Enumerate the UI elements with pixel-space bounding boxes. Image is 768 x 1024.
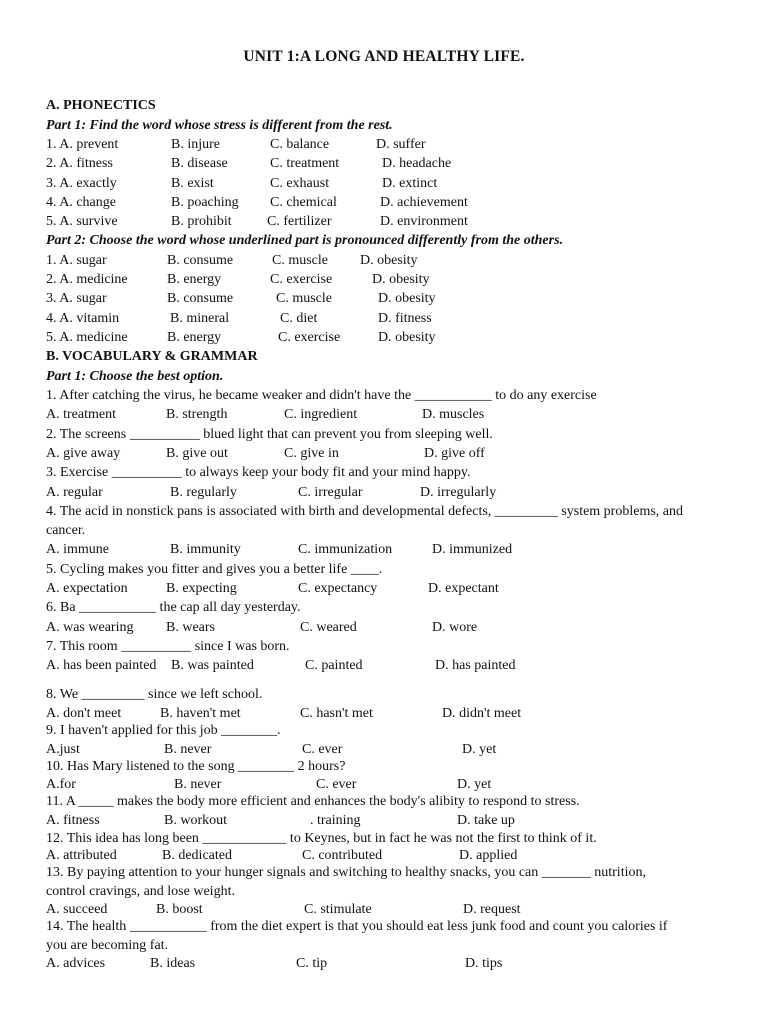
option: B. poaching [171, 195, 239, 210]
option: A. immune [46, 542, 109, 557]
option: B. dedicated [162, 848, 232, 863]
option: A. attributed [46, 848, 117, 863]
stress-question-row [46, 136, 726, 154]
option: 4. A. change [46, 195, 116, 210]
option: B. never [174, 777, 222, 792]
option: B. injure [171, 137, 220, 152]
option: D. take up [457, 813, 515, 828]
option: A. treatment [46, 407, 116, 422]
option: C. ever [302, 742, 343, 757]
option: C. painted [305, 658, 363, 673]
option: C. immunization [298, 542, 393, 557]
option: B. disease [171, 156, 228, 171]
stress-question-row [46, 175, 726, 193]
option: 3. A. exactly [46, 176, 117, 191]
question-text: 1. After catching the virus, he became weaker and didn't have the ___________ to do any exercise [46, 388, 597, 403]
option: B. exist [171, 176, 214, 191]
option: B. mineral [170, 311, 230, 326]
option: B. ideas [150, 956, 196, 971]
option: C. tip [296, 956, 328, 971]
option: A. fitness [46, 813, 100, 828]
option: A. was wearing [46, 620, 134, 635]
option: C. ingredient [284, 407, 358, 422]
section-a-part2-instruction: Part 2: Choose the word whose underlined part is pronounced differently from the others. [46, 233, 564, 248]
question-text: 12. This idea has long been ____________ to Keynes, but in fact he was not the first to think of it. [46, 831, 597, 846]
option: . training [310, 813, 361, 828]
option: C. irregular [298, 485, 363, 500]
pronunciation-question-row [46, 329, 726, 347]
option: C. ever [316, 777, 357, 792]
answer-options-row [46, 847, 726, 865]
option: B. regularly [170, 485, 237, 500]
answer-options-row [46, 580, 726, 598]
question-text: 9. I haven't applied for this job ________. [46, 723, 281, 738]
option: 1. A. prevent [46, 137, 119, 152]
option: B. consume [167, 253, 234, 268]
option: D. achievement [380, 195, 468, 210]
option: B. energy [167, 272, 222, 287]
option: D. has painted [435, 658, 516, 673]
option: B. was painted [171, 658, 254, 673]
section-b-heading: B. VOCABULARY & GRAMMAR [46, 349, 258, 364]
option: A.for [46, 777, 76, 792]
option: A. regular [46, 485, 103, 500]
stress-question-row [46, 155, 726, 173]
option: D. irregularly [420, 485, 497, 500]
option: B. never [164, 742, 212, 757]
option: 4. A. vitamin [46, 311, 120, 326]
option: D. wore [432, 620, 478, 635]
option: C. chemical [270, 195, 337, 210]
option: D. suffer [376, 137, 426, 152]
answer-options-row [46, 705, 726, 723]
option: 5. A. medicine [46, 330, 128, 345]
option: B. wears [166, 620, 215, 635]
option: C. contributed [302, 848, 383, 863]
option: D. give off [424, 446, 485, 461]
option: B. workout [164, 813, 227, 828]
option: B. haven't met [160, 706, 241, 721]
answer-options-row [46, 657, 726, 675]
option: B. prohibit [171, 214, 232, 229]
pronunciation-question-row [46, 310, 726, 328]
option: C. muscle [276, 291, 332, 306]
option: D. headache [382, 156, 452, 171]
option: A. succeed [46, 902, 108, 917]
section-b-part1-instruction: Part 1: Choose the best option. [46, 369, 224, 384]
option: A. don't meet [46, 706, 122, 721]
pronunciation-question-row [46, 290, 726, 308]
option: 2. A. fitness [46, 156, 113, 171]
option: D. obesity [372, 272, 430, 287]
option: D. fitness [378, 311, 432, 326]
option: C. treatment [270, 156, 340, 171]
option: D. obesity [378, 291, 436, 306]
answer-options-row [46, 776, 726, 794]
section-a-part1-instruction: Part 1: Find the word whose stress is different from the rest. [46, 118, 393, 133]
option: B. give out [166, 446, 228, 461]
answer-options-row [46, 406, 726, 424]
option: C. hasn't met [300, 706, 373, 721]
option: B. strength [166, 407, 228, 422]
answer-options-row [46, 445, 726, 463]
option: C. give in [284, 446, 339, 461]
answer-options-row [46, 955, 726, 973]
question-text: 3. Exercise __________ to always keep your body fit and your mind happy. [46, 465, 471, 480]
question-text: 7. This room __________ since I was born. [46, 639, 290, 654]
option: A. expectation [46, 581, 128, 596]
option: B. consume [167, 291, 234, 306]
question-text: 4. The acid in nonstick pans is associated with birth and developmental defects, _________ system problems, and cancer. [46, 504, 683, 538]
answer-options-row [46, 901, 726, 919]
option: 5. A. survive [46, 214, 118, 229]
option: C. exercise [278, 330, 341, 345]
question-text: 2. The screens __________ blued light that can prevent you from sleeping well. [46, 427, 493, 442]
option: D. applied [459, 848, 518, 863]
answer-options-row [46, 484, 726, 502]
question-text: 14. The health ___________ from the diet expert is that you should eat less junk food and count you calories if you are becoming fat. [46, 919, 668, 953]
page-title: UNIT 1:A LONG AND HEALTHY LIFE. [243, 48, 525, 65]
option: D. obesity [378, 330, 436, 345]
option: C. balance [270, 137, 330, 152]
question-text: 11. A _____ makes the body more efficient and enhances the body's alibity to respond to stress. [46, 794, 580, 809]
option: A.just [46, 742, 80, 757]
question-text: 6. Ba ___________ the cap all day yesterday. [46, 600, 301, 615]
option: D. yet [462, 742, 497, 757]
option: C. weared [300, 620, 357, 635]
option: B. boost [156, 902, 203, 917]
answer-options-row [46, 541, 726, 559]
option: C. exercise [270, 272, 333, 287]
option: A. has been painted [46, 658, 157, 673]
pronunciation-question-row [46, 271, 726, 289]
option: C. fertilizer [267, 214, 332, 229]
answer-options-row [46, 812, 726, 830]
option: B. energy [167, 330, 222, 345]
stress-question-row [46, 213, 726, 231]
option: D. yet [457, 777, 492, 792]
option: C. stimulate [304, 902, 372, 917]
question-text: 13. By paying attention to your hunger signals and switching to healthy snacks, you can _______ nutrition, control cravings, and lose weight. [46, 865, 646, 899]
stress-question-row [46, 194, 726, 212]
option: C. muscle [272, 253, 328, 268]
option: D. request [463, 902, 521, 917]
option: D. immunized [432, 542, 513, 557]
option: B. expecting [166, 581, 237, 596]
answer-options-row [46, 619, 726, 637]
question-text: 10. Has Mary listened to the song ________ 2 hours? [46, 759, 346, 774]
option: D. tips [465, 956, 503, 971]
option: A. advices [46, 956, 106, 971]
option: D. obesity [360, 253, 418, 268]
question-text: 8. We _________ since we left school. [46, 687, 263, 702]
option: D. expectant [428, 581, 499, 596]
pronunciation-question-row [46, 252, 726, 270]
option: D. environment [380, 214, 468, 229]
answer-options-row [46, 741, 726, 759]
option: C. diet [280, 311, 318, 326]
option: D. didn't meet [442, 706, 522, 721]
question-text: 5. Cycling makes you fitter and gives you a better life ____. [46, 562, 383, 577]
option: D. muscles [422, 407, 485, 422]
option: 2. A. medicine [46, 272, 128, 287]
option: A. give away [46, 446, 121, 461]
section-a-heading: A. PHONECTICS [46, 98, 156, 113]
option: B. immunity [170, 542, 241, 557]
option: C. exhaust [270, 176, 330, 191]
option: C. expectancy [298, 581, 378, 596]
option: 1. A. sugar [46, 253, 107, 268]
option: D. extinct [382, 176, 438, 191]
option: 3. A. sugar [46, 291, 107, 306]
